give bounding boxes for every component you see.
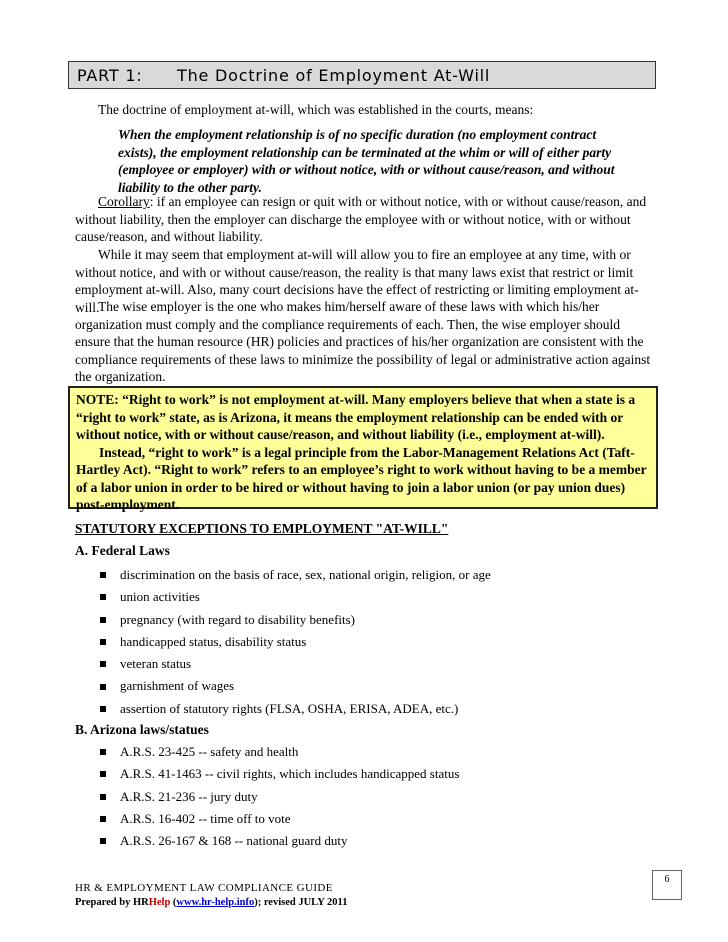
square-bullet-icon <box>100 684 106 690</box>
square-bullet-icon <box>100 816 106 822</box>
list-item: pregnancy (with regard to disability benefits) <box>100 609 491 631</box>
square-bullet-icon <box>100 749 106 755</box>
part-header <box>68 61 656 89</box>
list-item: A.R.S. 26-167 & 168 -- national guard duty <box>100 830 459 852</box>
square-bullet-icon <box>100 771 106 777</box>
website-link[interactable]: www.hr-help.info <box>176 897 255 908</box>
federal-laws-heading: A. Federal Laws <box>75 543 170 558</box>
list-item: assertion of statutory rights (FLSA, OSHA, ERISA, ADEA, etc.) <box>100 698 491 720</box>
list-item: union activities <box>100 586 491 608</box>
square-bullet-icon <box>100 572 106 578</box>
right-to-work-note <box>68 386 658 512</box>
note-paragraph-2: Instead, “right to work” is a legal principle from the Labor-Management Relations Act (Taft-Hartley Act). “Right to work” refers to an employee’s right to work without having to be a member of a labor union in order to be hired or without having to join a labor union (or pay union dues) post-employment. <box>76 444 647 512</box>
arizona-laws-heading: B. Arizona laws/statues <box>75 722 209 737</box>
square-bullet-icon <box>100 838 106 844</box>
part-title: The Doctrine of Employment At-Will <box>177 66 491 85</box>
list-item: veteran status <box>100 653 491 675</box>
arizona-laws-list <box>100 741 459 852</box>
list-item: discrimination on the basis of race, sex, national origin, religion, or age <box>100 564 491 586</box>
footer-title: HR & EMPLOYMENT LAW COMPLIANCE GUIDE <box>75 882 333 894</box>
corollary-paragraph <box>75 193 657 246</box>
federal-laws-list <box>100 564 491 720</box>
list-item: A.R.S. 16-402 -- time off to vote <box>100 808 459 830</box>
square-bullet-icon <box>100 661 106 667</box>
square-bullet-icon <box>100 794 106 800</box>
note-paragraph-1: NOTE: “Right to work” is not employment at-will. Many employers believe that when a state is a “right to work” state, as is Arizona, it means the employment relationship can be ended with or without notice, with or without cause/reason, and without liability (i.e., employment at-will). <box>76 392 636 442</box>
list-item: A.R.S. 21-236 -- jury duty <box>100 786 459 808</box>
list-item: A.R.S. 41-1463 -- civil rights, which includes handicapped status <box>100 763 459 785</box>
list-item: garnishment of wages <box>100 675 491 697</box>
footer-prepared-by: Prepared by HRHelp (www.hr-help.info); revised JULY 2011 <box>75 897 348 908</box>
corollary-text: : if an employee can resign or quit with or without notice, with or without cause/reason, and without liability, then the employer can discharge the employee with or without notice, with or without cause/reason, and without liability. <box>75 194 647 244</box>
part-number: PART 1: <box>77 66 143 85</box>
intro-paragraph: The doctrine of employment at-will, which was established in the courts, means: <box>98 102 534 117</box>
square-bullet-icon <box>100 617 106 623</box>
doctrine-quote: When the employment relationship is of no specific duration (no employment contract exists), the employment relationship can be terminated at the whim or will of either party (employee or employer) with or without notice, with or without cause/reason, and without liability to the other party. <box>118 127 615 195</box>
square-bullet-icon <box>100 594 106 600</box>
wise-employer-paragraph: The wise employer is the one who makes him/herself aware of these laws with which his/her organization must comply and the compliance requirements of each. Then, the wise employer should ensure that the human resource (HR) policies and practices of his/her organization are consistent with the compliance requirements of these laws to minimize the possibility of legal or administrative action against the organization. <box>75 299 651 384</box>
brand-help: Help <box>148 897 171 908</box>
list-item: handicapped status, disability status <box>100 631 491 653</box>
corollary-label: Corollary <box>98 194 150 209</box>
list-item: A.R.S. 23-425 -- safety and health <box>100 741 459 763</box>
page-number: 6 <box>652 870 682 900</box>
limits-paragraph: While it may seem that employment at-will will allow you to fire an employee at any time, with or without notice, and with or without cause/reason, the reality is that many laws exist that restrict or limit employment at-will. Also, many court decisions have the effect of restricting or limiting employment at-will. <box>75 247 639 315</box>
square-bullet-icon <box>100 639 106 645</box>
statutory-exceptions-title: STATUTORY EXCEPTIONS TO EMPLOYMENT "AT-WILL" <box>75 521 449 536</box>
square-bullet-icon <box>100 706 106 712</box>
